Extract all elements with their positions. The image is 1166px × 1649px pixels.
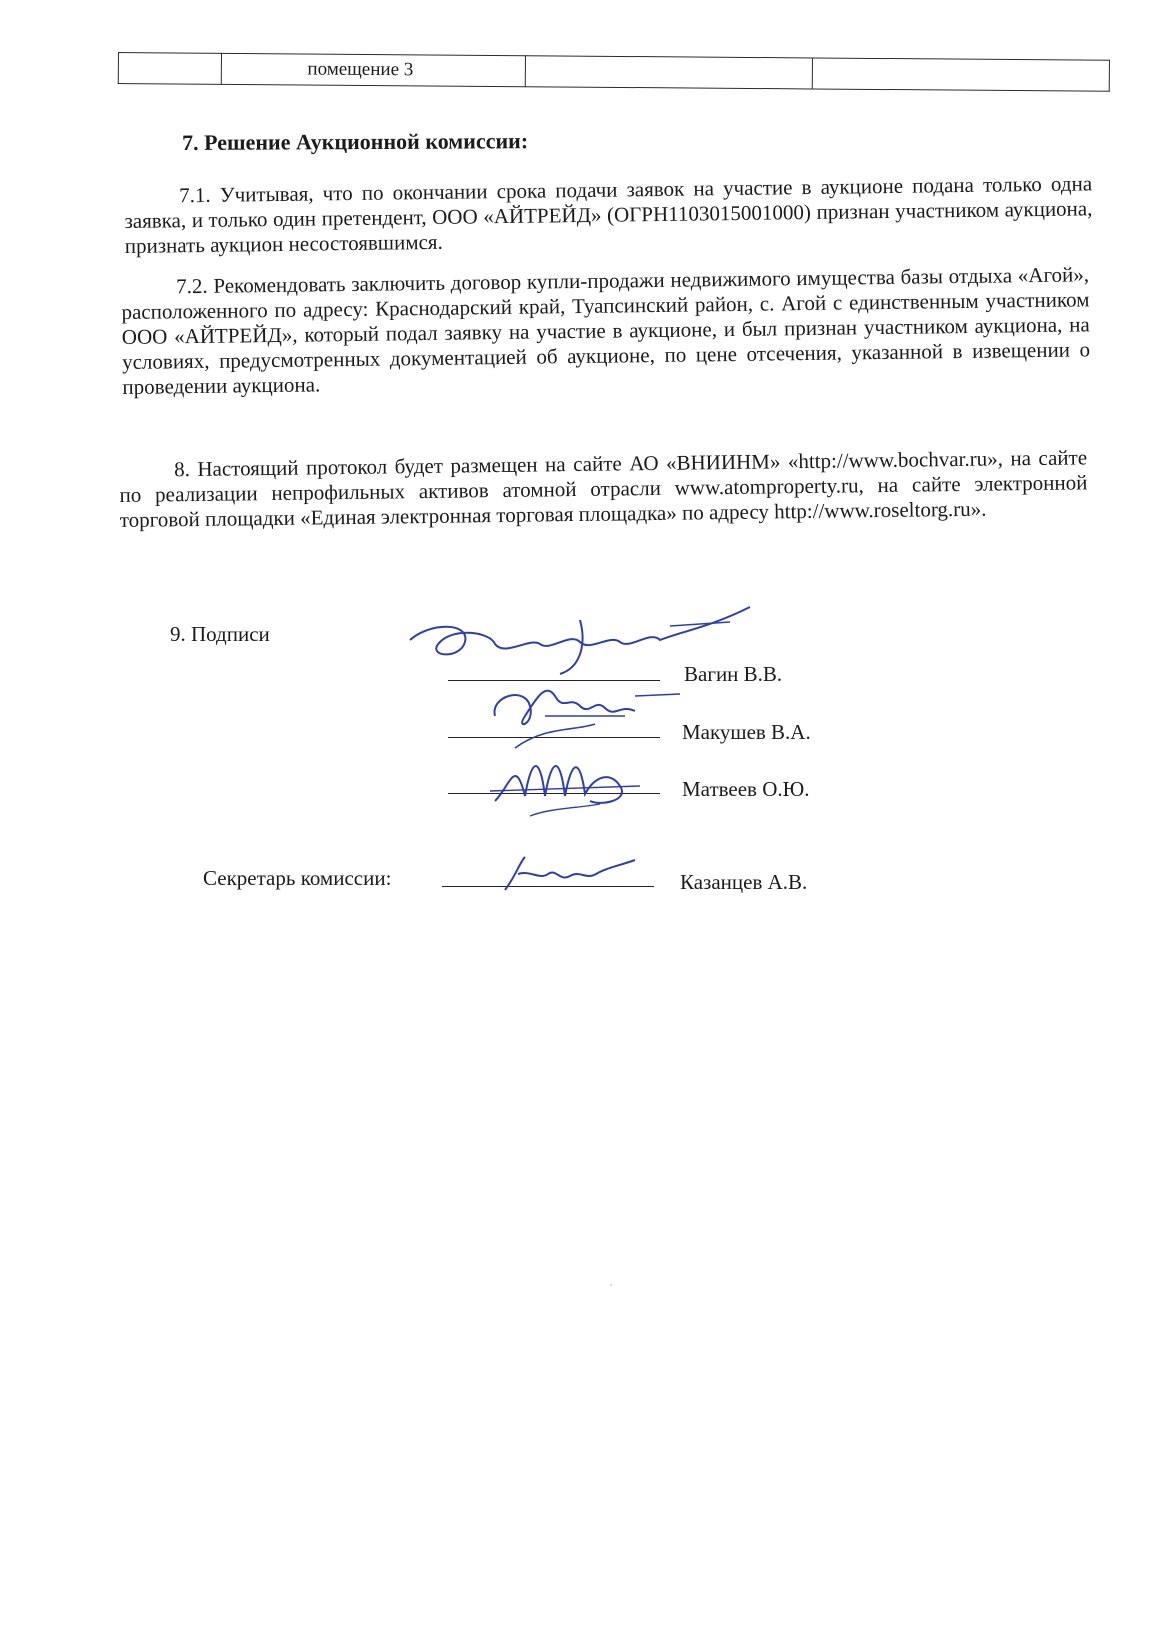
property-table-fragment <box>118 52 1110 92</box>
section-7-heading: 7. Решение Аукционной комиссии: <box>182 128 529 155</box>
paragraph-8: 8. Настоящий протокол будет размещен на сайте АО «ВНИИНМ» «http://www.bochvar.ru», на сайте по реализации непрофильных активов атомной отрасли www.atomproperty.ru, на сайте электронной торговой площадки «Единая электронная торговая площадка» по адресу http://www.roseltorg.ru». <box>119 445 1088 532</box>
section-7-1-block <box>124 171 1093 259</box>
paragraph-7-1: 7.1. Учитывая, что по окончании срока подачи заявок на участие в аукционе подана только одна заявка, и только один претендент, ООО «АЙТРЕЙД» (ОГРН1103015001000) признан участником аукциона, признать аукцион несостоявшимся. <box>124 171 1093 258</box>
handwritten-signature-2 <box>485 676 685 756</box>
secretary-name: Казанцев А.В. <box>680 870 808 894</box>
scan-speck <box>610 1284 612 1286</box>
table-cell-premises: помещение 3 <box>221 53 526 86</box>
paragraph-7-2: 7.2. Рекомендовать заключить договор купли-продажи недвижимого имущества базы отдыха «Агой», расположенного по адресу: Краснодарский край, Туапсинский район, с. Агой с единственным участником ООО «АЙТРЕЙД», который подал заявку на участие в аукционе, и был признан участником аукциона, на условиях, предусмотренных документацией об аукционе, по цене отсечения, указанной в извещении о проведении аукциона. <box>121 262 1091 399</box>
member-name-3: Матвеев О.Ю. <box>682 777 810 801</box>
section-7-2-block <box>121 262 1091 400</box>
table-cell <box>812 58 1109 91</box>
table-cell <box>118 53 221 85</box>
handwritten-signature-3 <box>490 746 650 826</box>
table-cell <box>525 56 812 89</box>
handwritten-signature-secretary <box>500 852 640 897</box>
section-8-block <box>119 445 1088 533</box>
member-name-1: Вагин В.В. <box>684 662 783 686</box>
signatures-heading: 9. Подписи <box>170 622 270 646</box>
secretary-label: Секретарь комиссии: <box>203 866 392 890</box>
table-row <box>118 53 1109 92</box>
member-name-2: Макушев В.А. <box>682 720 811 744</box>
handwritten-signature-1 <box>410 612 770 682</box>
